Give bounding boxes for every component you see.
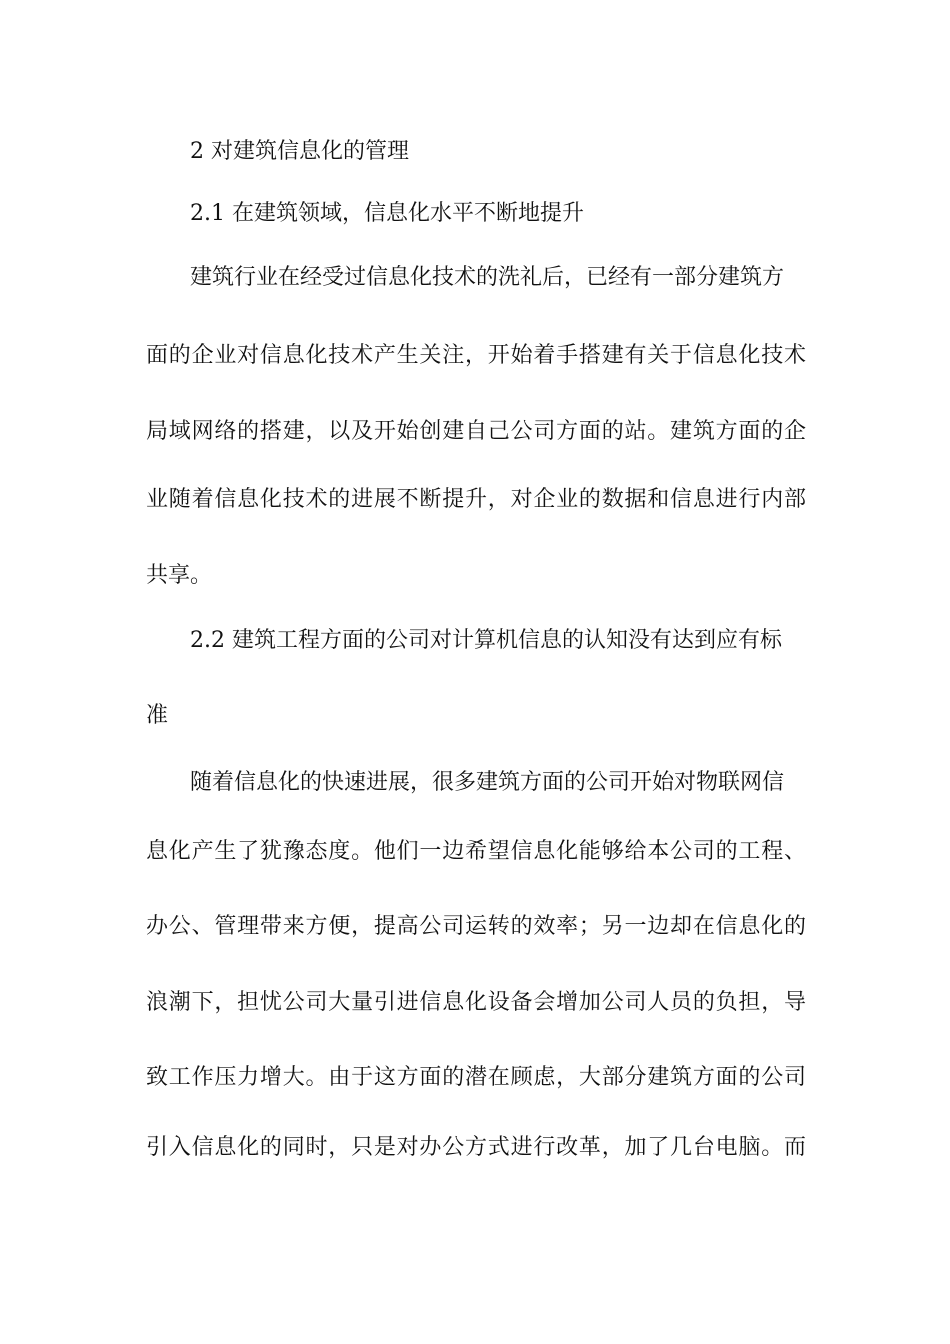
paragraph-2-line-4: 浪潮下，担忧公司大量引进信息化设备会增加公司人员的负担，导 [146, 990, 806, 1015]
paragraph-1-line-1: 建筑行业在经受过信息化技术的洗礼后，已经有一部分建筑方 [190, 265, 785, 290]
paragraph-1-line-4: 业随着信息化技术的进展不断提升，对企业的数据和信息进行内部 [146, 487, 806, 512]
paragraph-2-line-1: 随着信息化的快速进展，很多建筑方面的公司开始对物联网信 [190, 770, 785, 795]
subsection-heading-2-2-line-2: 准 [146, 703, 169, 728]
paragraph-1-line-5: 共享。 [146, 563, 213, 588]
paragraph-1-line-3: 局域网络的搭建，以及开始创建自己公司方面的站。建筑方面的企 [146, 419, 806, 444]
paragraph-2-line-3: 办公、管理带来方便，提高公司运转的效率；另一边却在信息化的 [146, 914, 806, 939]
subsection-heading-2-1: 2.1 在建筑领域，信息化水平不断地提升 [190, 201, 584, 226]
paragraph-2-line-5: 致工作压力增大。由于这方面的潜在顾虑，大部分建筑方面的公司 [146, 1065, 806, 1090]
paragraph-2-line-6: 引入信息化的同时，只是对办公方式进行改革，加了几台电脑。而 [146, 1135, 806, 1160]
paragraph-2-line-2: 息化产生了犹豫态度。他们一边希望信息化能够给本公司的工程、 [146, 839, 806, 864]
subsection-heading-2-2-line-1: 2.2 建筑工程方面的公司对计算机信息的认知没有达到应有标 [190, 628, 782, 653]
section-heading-2: 2 对建筑信息化的管理 [190, 139, 409, 164]
paragraph-1-line-2: 面的企业对信息化技术产生关注，开始着手搭建有关于信息化技术 [146, 343, 806, 368]
